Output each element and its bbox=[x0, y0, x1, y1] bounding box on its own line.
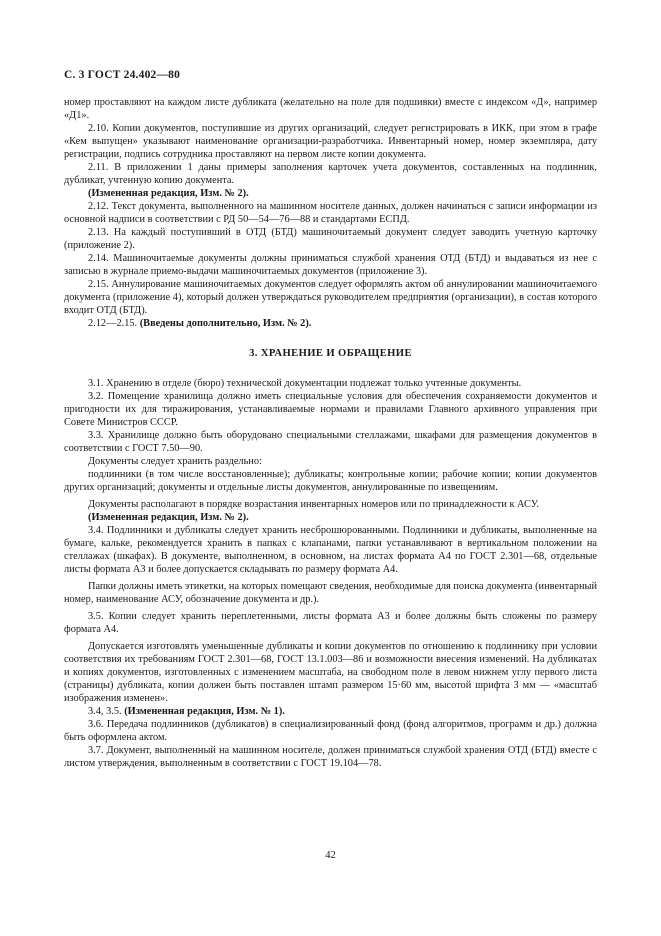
paragraph-3-2: 3.2. Помещение хранилища должно иметь специальные условия для обеспечения сохраняемости документов и пригодности их для тиражирования, устанавливаемые нормами и правилами Главного архивного управления при Совете Министров СССР. bbox=[64, 391, 597, 428]
paragraph-3-4: 3.4. Подлинники и дубликаты следует хранить несброшюрованными. Подлинники и дубликаты, выполненные на бумаге, кальке, рекомендуется хранить в папках с клапанами, папки устанавливают в вертикальном положении на стеллажах (шкафах). В документе, выполненном, в основном, на листах формата А4 по ГОСТ 2.301—68, отдельные листы формата А3 и более допускается складывать по размеру формата А4. bbox=[64, 525, 597, 575]
paragraph-3-5: 3.5. Копии следует хранить переплетенными, листы формата А3 и более должны быть сложены по размеру формата А4. bbox=[64, 611, 597, 635]
paragraph-3-7: 3.7. Документ, выполненный на машинном носителе, должен приниматься службой хранения ОТД (БТД) вместе с листом утверждения, выполненным в соответствии с ГОСТ 19.104—78. bbox=[64, 745, 597, 769]
addition-note bbox=[64, 317, 597, 330]
addition-note-text: (Введены дополнительно, Изм. № 2). bbox=[139, 318, 312, 329]
page-number: 42 bbox=[325, 850, 336, 861]
section-title: 3. ХРАНЕНИЕ И ОБРАЩЕНИЕ bbox=[249, 348, 412, 359]
revision-note: (Измененная редакция, Изм. № 2). bbox=[88, 512, 249, 523]
paragraph-2-14: 2.14. Машиночитаемые документы должны приниматься службой хранения ОТД (БТД) и выдаваться из нее с записью в журнале приемо-выдачи машиночитаемых документов (приложение 3). bbox=[64, 253, 597, 277]
paragraph: номер проставляют на каждом листе дубликата (желательно на поле для подшивки) вместе с индексом «Д», например «Д1». bbox=[64, 97, 597, 121]
paragraph: подлинники (в том числе восстановленные); дубликаты; контрольные копии; рабочие копии; копии документов других организаций; документы и отдельные листы документов, аннулированные по извещениям. bbox=[64, 469, 597, 493]
paragraph: Документы следует хранить раздельно: bbox=[88, 456, 262, 467]
revision-note-prefix: 3.4, 3.5. bbox=[88, 706, 125, 717]
paragraph-3-1: 3.1. Хранению в отделе (бюро) технической документации подлежат только учтенные документы. bbox=[88, 378, 522, 389]
paragraph-3-6: 3.6. Передача подлинников (дубликатов) в специализированный фонд (фонд алгоритмов, программ и др.) должна быть оформлена актом. bbox=[64, 719, 597, 743]
paragraph-2-10: 2.10. Копии документов, поступившие из других организаций, следует регистрировать в ИКК, при этом в графе «Кем выпущен» указывают наименование организации-разработчика. Инвентарный номер, номер экземпляра, дату регистрации, подпись сотрудника проставляют на первом листе копии документа. bbox=[64, 123, 597, 160]
page-header: С. 3 ГОСТ 24.402—80 bbox=[64, 69, 181, 81]
paragraph-2-11: 2.11. В приложении 1 даны примеры заполнения карточек учета документов, составленных на подлинник, дубликат, учтенную копию документа. bbox=[64, 162, 597, 186]
document-body bbox=[64, 96, 597, 770]
revision-note-text: (Измененная редакция, Изм. № 1). bbox=[124, 706, 285, 717]
paragraph: Допускается изготовлять уменьшенные дубликаты и копии документов по отношению к подлиннику при условии соответствия их требованиям ГОСТ 2.301—68, ГОСТ 13.1.003—86 и возможности внесения изменений. На дубликатах и копиях документов, изготовленных с изменением масштаба, на свободном поле в левом нижнем углу первого листа (страницы) дубликата, копии должен быть поставлен штамп размером 15·60 мм, высотой шрифта 3 мм — «масштаб изображения изменен». bbox=[64, 641, 597, 704]
revision-note-3-4 bbox=[64, 705, 597, 718]
addition-note-prefix: 2.12—2.15. bbox=[88, 318, 140, 329]
paragraph-2-15: 2.15. Аннулирование машиночитаемых документов следует оформлять актом об аннулировании машиночитаемого документа (приложение 4), который должен утверждаться руководителем предприятия (организации), в состав которого входит ОТД (БТД). bbox=[64, 279, 597, 316]
revision-note: (Измененная редакция, Изм. № 2). bbox=[88, 188, 249, 199]
paragraph: Документы располагают в порядке возрастания инвентарных номеров или по принадлежности к АСУ. bbox=[88, 499, 539, 510]
paragraph-2-13: 2.13. На каждый поступивший в ОТД (БТД) машиночитаемый документ следует заводить учетную карточку (приложение 2). bbox=[64, 227, 597, 251]
paragraph-2-12: 2.12. Текст документа, выполненного на машинном носителе данных, должен начинаться с записи информации из основной надписи в соответствии с РД 50—54—76—88 и стандартами ЕСПД. bbox=[64, 201, 597, 225]
paragraph-3-3: 3.3. Хранилище должно быть оборудовано специальными стеллажами, шкафами для размещения документов в соответствии с ГОСТ 7.50—90. bbox=[64, 430, 597, 454]
paragraph: Папки должны иметь этикетки, на которых помещают сведения, необходимые для поиска документа (инвентарный номер, наименование АСУ, обозначение документа и др.). bbox=[64, 581, 597, 605]
